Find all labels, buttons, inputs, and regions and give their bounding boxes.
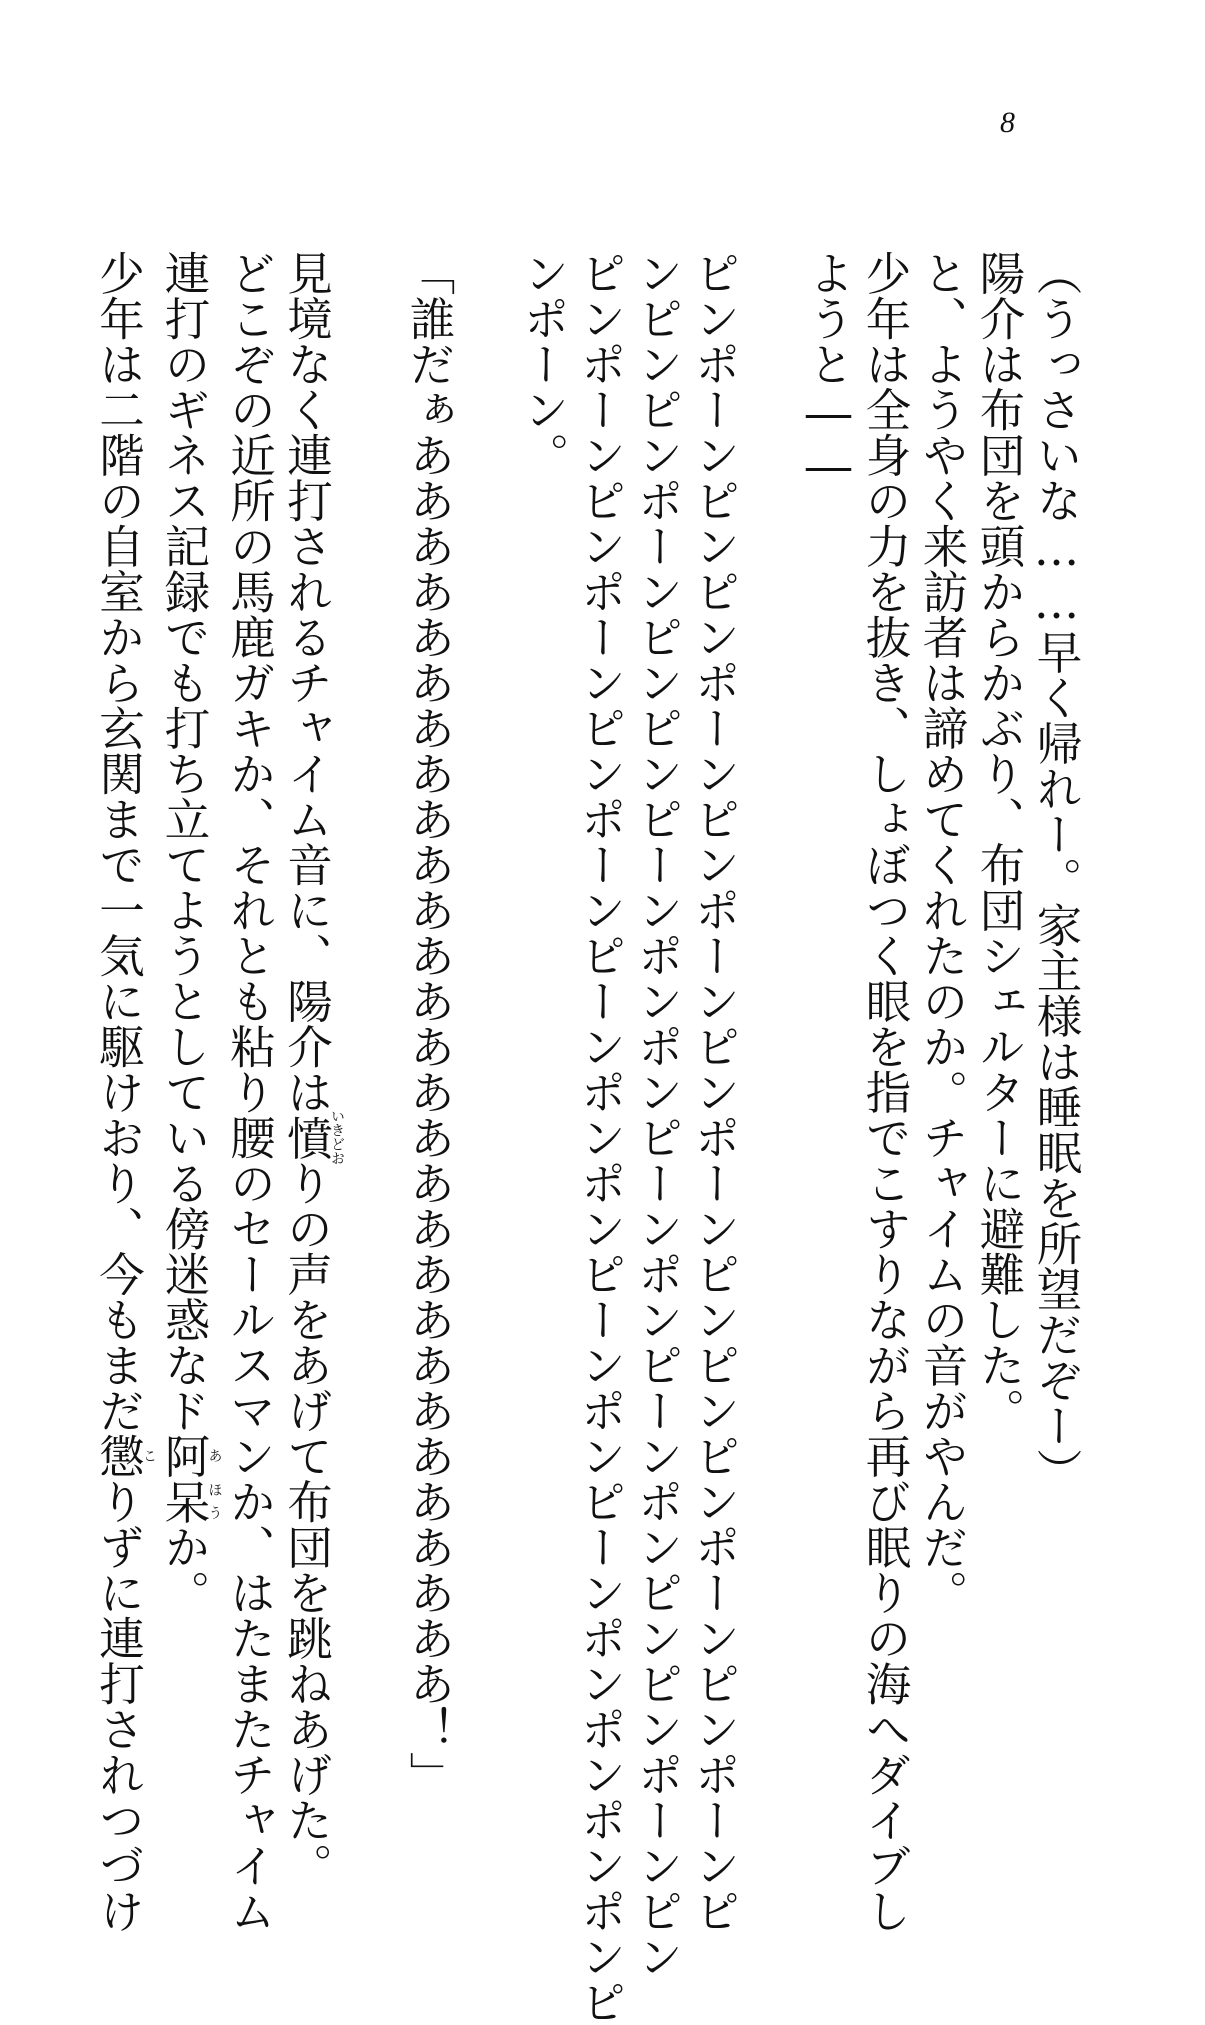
text-line-17 bbox=[91, 250, 157, 1934]
text-line-2: 陽介は布団を頭からかぶり、布団シェルターに避難した。 bbox=[973, 250, 1026, 1433]
text-line-16 bbox=[156, 250, 222, 1640]
text-line-1: （うっさいな……早く帰れー。家主様は睡眠を所望だぞー） bbox=[1030, 250, 1083, 1494]
text-segment: りずに連打されつづけ bbox=[92, 1478, 146, 1934]
vertical-text-body bbox=[91, 250, 1086, 2025]
text-line-3: と、ようやく来訪者は諦めてくれたのか。チャイムの音がやんだ。 bbox=[916, 250, 969, 1615]
text-segment: 連打のギネス記録でも打ち立てようとしている傍迷惑なド bbox=[158, 250, 211, 1433]
blank-line bbox=[458, 250, 515, 1640]
text-segment: 少年は二階の自室から玄関まで一気に駆けおり、今もまだ bbox=[92, 250, 146, 1433]
text-line-14 bbox=[279, 250, 345, 1888]
text-line-12: 「誰だぁああああああああああああああああああああああああああああ！」 bbox=[403, 250, 456, 1797]
text-line-15: どこぞの近所の馬鹿ガキか、それとも粘り腰のセールスマンか、はたまたチャイム bbox=[223, 250, 277, 1934]
blank-line bbox=[344, 250, 401, 1640]
text-segment: 見境なく連打されるチャイム音に、陽介は bbox=[280, 250, 334, 1115]
text-line-5: ようと―― bbox=[802, 250, 855, 493]
text-line-8: ンピンピンポーンピンピンピーンポンポンピーンポンピーンポンピンピンポーンピン bbox=[631, 250, 684, 1979]
text-segment: りの声をあげて布団を跳ねあげた。 bbox=[280, 1160, 334, 1888]
text-line-9: ピンポーンピンポーンピンポーンピーンポンポンピーンポンピーンポンポンポンポンピ bbox=[574, 250, 627, 2025]
blank-line bbox=[743, 250, 800, 1640]
text-line-7: ピンポーンピンピンポーンピンポーンピンポーンピンピンピンポーンピンポーンピ bbox=[688, 250, 741, 1934]
text-line-10: ンポーン。 bbox=[517, 250, 570, 478]
page-number: 8 bbox=[1000, 106, 1015, 139]
ruby-a: 阿あ bbox=[158, 1433, 223, 1479]
ruby-ko: 懲こ bbox=[92, 1433, 157, 1479]
ruby-ikidoo: 憤いきどお bbox=[280, 1109, 345, 1166]
ruby-hou: 呆ほう bbox=[158, 1478, 223, 1524]
text-line-4: 少年は全身の力を抜き、しょぼつく眼を指でこすりながら再び眠りの海へダイブし bbox=[859, 250, 912, 1934]
text-segment: か。 bbox=[158, 1524, 211, 1615]
